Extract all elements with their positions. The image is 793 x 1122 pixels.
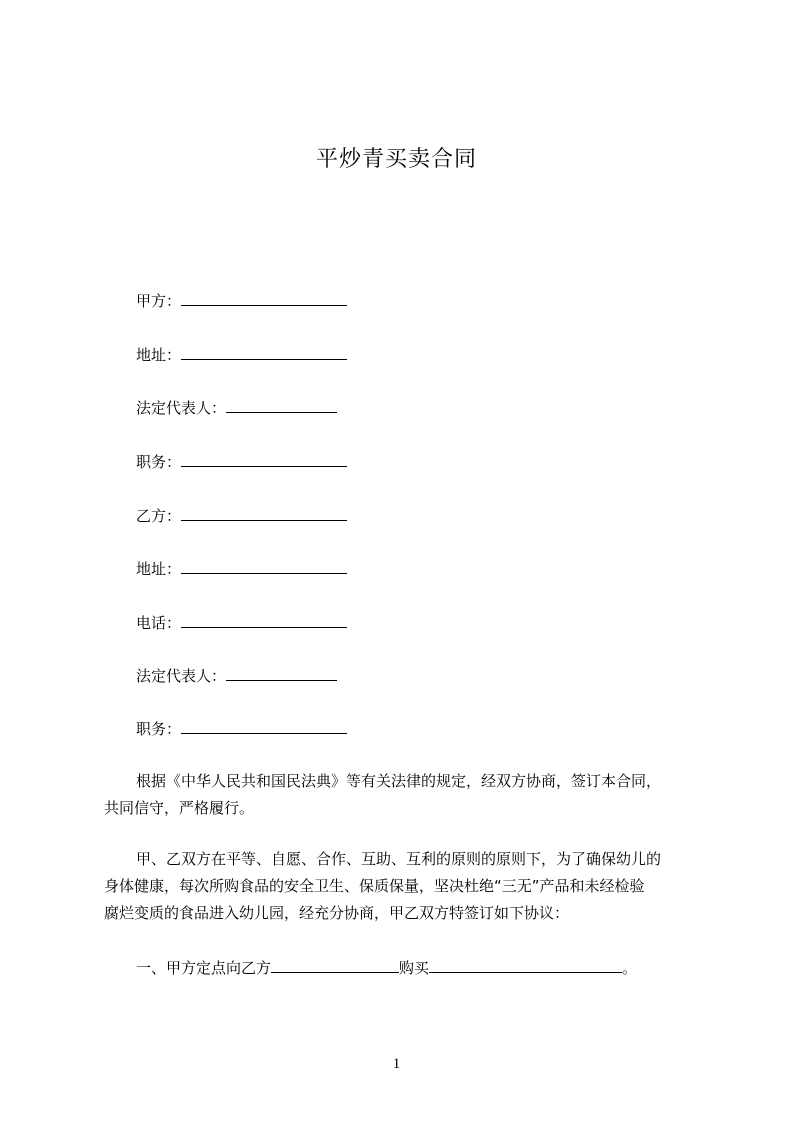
party-b-address-blank	[181, 559, 347, 574]
party-a-representative-label: 法定代表人：	[136, 399, 227, 417]
clause-1-supplier-blank	[271, 958, 399, 973]
preamble-line-2: 共同信守，严格履行。	[104, 799, 255, 817]
principles-line-1: 甲、乙双方在平等、自愿、合作、互助、互利的原则的原则下，为了确保幼儿的	[136, 850, 662, 868]
party-b-label: 乙方：	[136, 507, 182, 525]
preamble-paragraph	[104, 768, 704, 822]
page-number: 1	[392, 1056, 401, 1072]
party-a-position-blank	[181, 452, 347, 467]
party-b-position-blank	[181, 719, 347, 734]
clause-1-text-b: 购买	[399, 959, 430, 977]
party-a-blank	[181, 291, 347, 306]
clause-1-text-a: 一、甲方定点向乙方	[136, 959, 272, 977]
party-b-address-field	[136, 559, 347, 579]
principles-paragraph	[104, 846, 704, 927]
party-b-field	[136, 506, 347, 526]
party-b-phone-field	[136, 613, 347, 633]
party-b-blank	[181, 506, 347, 521]
party-b-representative-field	[136, 666, 337, 686]
party-a-label: 甲方：	[136, 292, 182, 310]
party-a-address-label: 地址：	[136, 346, 182, 364]
clause-1	[136, 958, 637, 978]
party-b-representative-blank	[226, 666, 337, 681]
party-a-representative-field	[136, 398, 337, 418]
clause-1-text-c: 。	[622, 959, 638, 977]
principles-line-3: 腐烂变质的食品进入幼儿园，经充分协商，甲乙双方特签订如下协议：	[104, 904, 570, 922]
party-a-field	[136, 291, 347, 311]
party-a-address-field	[136, 345, 347, 365]
party-b-phone-blank	[181, 613, 347, 628]
party-b-phone-label: 电话：	[136, 614, 182, 632]
principles-line-2: 身体健康，每次所购食品的安全卫生、保质保量，坚决杜绝“三无”产品和未经检验	[104, 877, 645, 895]
party-a-representative-blank	[226, 398, 337, 413]
clause-1-goods-blank	[429, 958, 622, 973]
party-b-address-label: 地址：	[136, 560, 182, 578]
party-b-position-field	[136, 719, 347, 739]
contract-title: 平炒青买卖合同	[315, 147, 477, 172]
party-a-position-field	[136, 452, 347, 472]
preamble-line-1: 根据《中华人民共和国民法典》等有关法律的规定，经双方协商，签订本合同，	[136, 772, 662, 790]
party-b-position-label: 职务：	[136, 720, 182, 738]
party-a-address-blank	[181, 345, 347, 360]
party-b-representative-label: 法定代表人：	[136, 667, 227, 685]
party-a-position-label: 职务：	[136, 453, 182, 471]
